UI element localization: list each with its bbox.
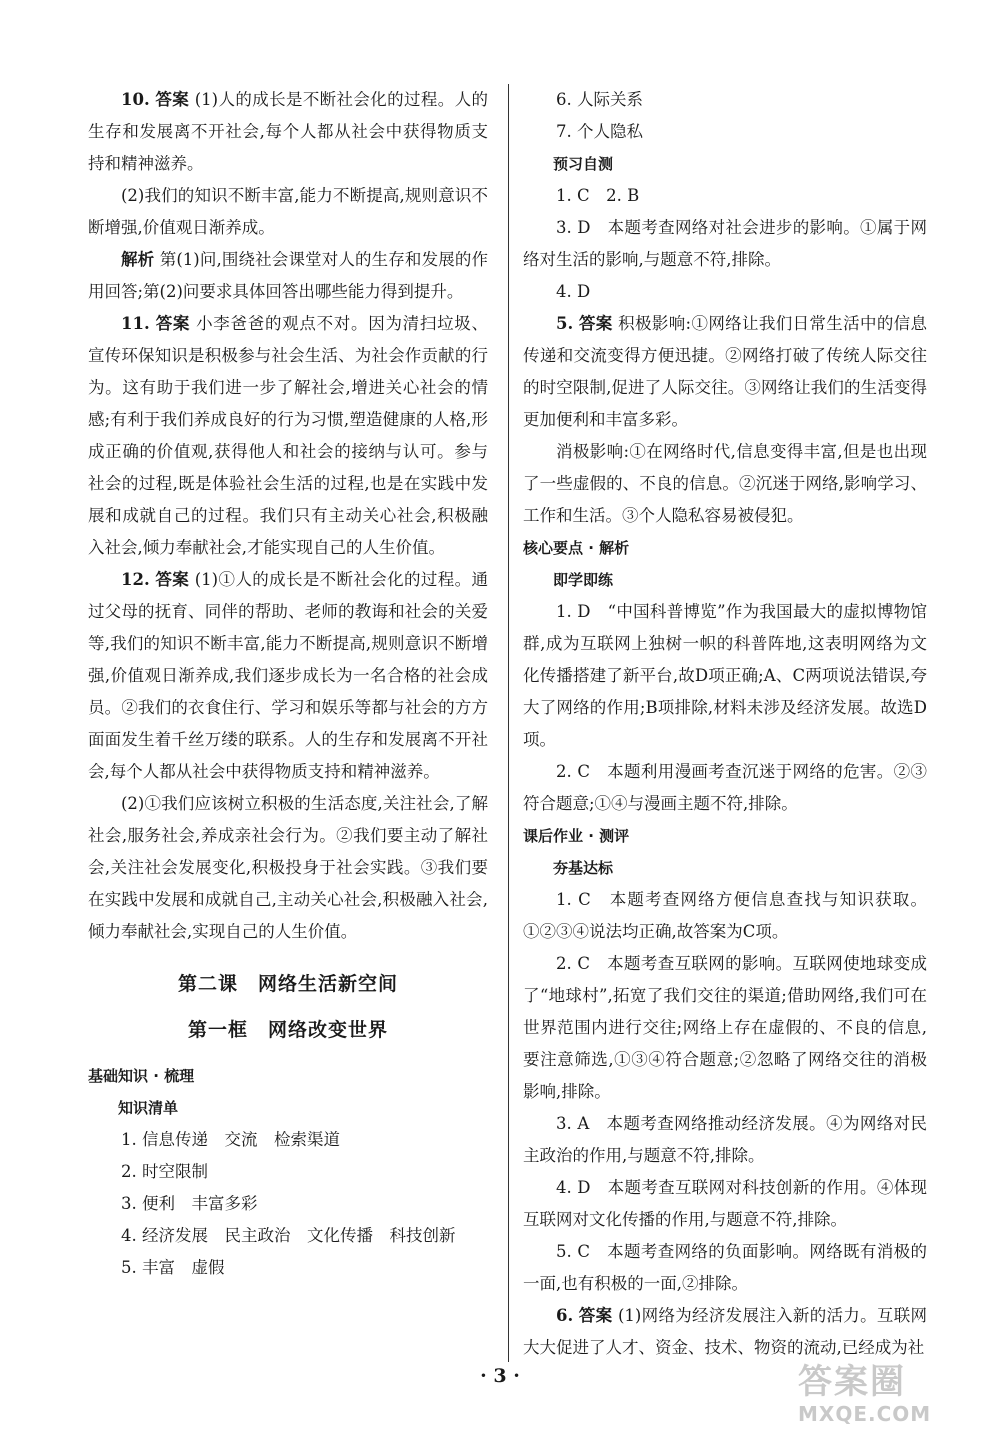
lesson-title: 第二课 网络生活新空间 (177, 973, 398, 995)
right-column (523, 84, 927, 1364)
homework-answer-2: 2. C 本题考查互联网的影响。互联网使地球变成了“地球村”,拓宽了我们交往的渠道;借助网络,我们可在世界范围内进行交往;网络上存在虚假的、不良的信息,要注意筛选,①③④符合题意;②忽略了网络交往的消极影响,排除。 (523, 954, 927, 1101)
list-item: 7. 个人隐私 (556, 122, 643, 141)
section-heading-core: 核心要点 · 解析 (523, 539, 630, 557)
watermark-text: 答案圈 (798, 1362, 906, 1402)
subsection-knowledge-list: 知识清单 (118, 1099, 179, 1117)
frame-title: 第一框 网络改变世界 (187, 1019, 388, 1041)
practice-answer-2: 2. C 本题利用漫画考查沉迷于网络的危害。②③符合题意;①④与漫画主题不符,排除。 (523, 762, 927, 813)
q12-answer-part2: (2)①我们应该树立积极的生活态度,关注社会,了解社会,服务社会,养成亲社会行为。②我们要主动了解社会,关注社会发展变化,积极投身于社会实践。③我们要在实践中发展和成就自己,主动关心社会,积极融入社会,倾力奉献社会,实现自己的人生价值。 (88, 794, 488, 941)
list-item: 6. 人际关系 (556, 90, 643, 109)
preview-answer-3: 3. D 本题考查网络对社会进步的影响。①属于网络对生活的影响,与题意不符,排除。 (523, 218, 927, 269)
section-heading-homework: 课后作业 · 测评 (523, 827, 630, 845)
subsection-practice: 即学即练 (553, 571, 614, 589)
list-item: 3. 便利 丰富多彩 (121, 1194, 258, 1213)
watermark-url: MXQE.COM (798, 1402, 932, 1426)
homework-answer-3: 3. A 本题考查网络推动经济发展。④为网络对民主政治的作用,与题意不符,排除。 (523, 1114, 927, 1165)
page-number: · 3 · (480, 1365, 520, 1387)
practice-answer-1: 1. D “中国科普博览”作为我国最大的虚拟博物馆群,成为互联网上独树一帜的科普阵地,这表明网络为文化传播搭建了新平台,故D项正确;A、C两项说法错误,夸大了网络的作用;B项排除,材料未涉及经济发展。故选D项。 (523, 602, 927, 749)
section-heading-basic: 基础知识 · 梳理 (88, 1067, 195, 1085)
subsection-preview: 预习自测 (553, 155, 614, 173)
preview-answers-1-2: 1. C 2. B (556, 186, 640, 205)
q12-answer: 12. 答案 (1)①人的成长是不断社会化的过程。通过父母的抚育、同伴的帮助、老师的教诲和社会的关爱等,我们的知识不断丰富,能力不断提高,规则意识不断增强,价值观日渐养成,我们逐步成长为一名合格的社会成员。②我们的衣食住行、学习和娱乐等都与社会的方方面面发生着千丝万缕的联系。人的生存和发展离不开社会,每个人都从社会中获得物质支持和精神滋养。 (88, 570, 489, 781)
q10-answer-part2: (2)我们的知识不断丰富,能力不断提高,规则意识不断增强,价值观日渐养成。 (88, 186, 488, 237)
homework-answer-4: 4. D 本题考查互联网对科技创新的作用。④体现互联网对文化传播的作用,与题意不符,排除。 (523, 1178, 927, 1229)
list-item: 2. 时空限制 (121, 1162, 208, 1181)
list-item: 4. 经济发展 民主政治 文化传播 科技创新 (121, 1226, 456, 1245)
preview-answer-5: 5. 答案 积极影响:①网络让我们日常生活中的信息传递和交流变得方便迅捷。②网络打破了传统人际交往的时空限制,促进了人际交往。③网络让我们的生活变得更加便利和丰富多彩。 (523, 314, 928, 429)
preview-answer-5-negative: 消极影响:①在网络时代,信息变得丰富,但是也出现了一些虚假的、不良的信息。②沉迷于网络,影响学习、工作和生活。③个人隐私容易被侵犯。 (523, 442, 927, 525)
column-divider (508, 84, 509, 1362)
list-item: 5. 丰富 虚假 (121, 1258, 225, 1277)
q11-answer: 11. 答案 小李爸爸的观点不对。因为清扫垃圾、宣传环保知识是积极参与社会生活、为社会作贡献的行为。这有助于我们进一步了解社会,增进关心社会的情感;有利于我们养成良好的行为习惯,塑造健康的人格,形成正确的价值观,获得他人和社会的接纳与认可。参与社会的过程,既是体验社会生活的过程,也是在实践中发展和成就自己的过程。我们只有主动关心社会,积极融入社会,倾力奉献社会,才能实现自己的人生价值。 (88, 314, 489, 557)
subsection-foundation: 夯基达标 (553, 859, 614, 877)
watermark-logo (798, 1362, 993, 1430)
homework-answer-5: 5. C 本题考查网络的负面影响。网络既有消极的一面,也有积极的一面,②排除。 (523, 1242, 927, 1293)
preview-answer-4: 4. D (556, 282, 591, 301)
q10-answer: 10. 答案 (1)人的成长是不断社会化的过程。人的生存和发展离不开社会,每个人都从社会中获得物质支持和精神滋养。 (88, 90, 489, 173)
homework-answer-6: 6. 答案 (1)网络为经济发展注入新的活力。互联网大大促进了人才、资金、技术、物资的流动,已经成为社 (523, 1306, 928, 1357)
list-item: 1. 信息传递 交流 检索渠道 (121, 1130, 340, 1149)
q10-analysis: 解析 第(1)问,围绕社会课堂对人的生存和发展的作用回答;第(2)问要求具体回答出哪些能力得到提升。 (88, 250, 489, 301)
homework-answer-1: 1. C 本题考查网络方便信息查找与知识获取。①②③④说法均正确,故答案为C项。 (523, 890, 927, 941)
left-column (88, 84, 488, 1284)
